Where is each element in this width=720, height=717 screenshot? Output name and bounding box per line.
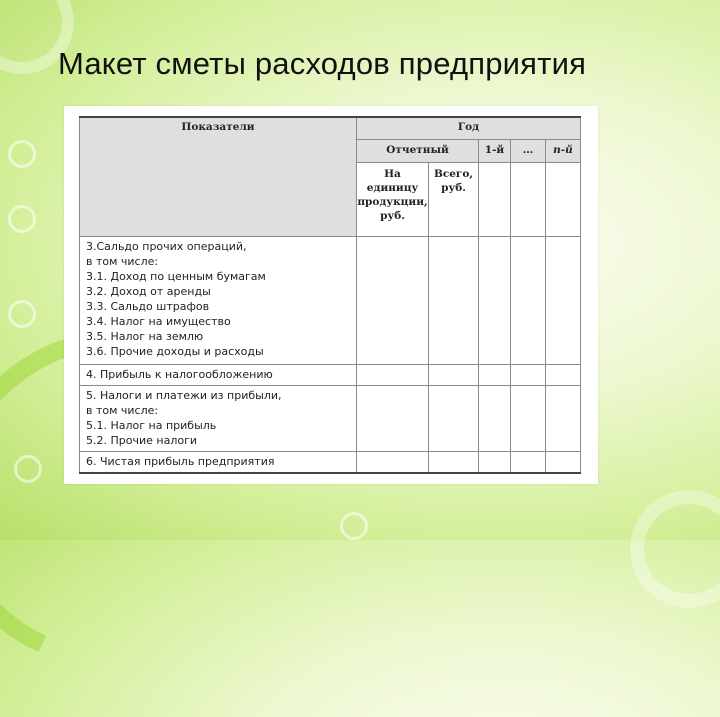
decorative-ring: [340, 512, 368, 540]
row-label-line: 3.4. Налог на имущество: [86, 314, 231, 328]
header-year: Год: [357, 117, 581, 140]
decorative-ring: [14, 455, 42, 483]
value-cell: [511, 452, 546, 473]
header-cell-empty: [511, 162, 546, 236]
value-cell: [546, 452, 581, 473]
row-label-line: 3.5. Налог на землю: [86, 329, 204, 343]
row-label-line: 5.1. Налог на прибыль: [86, 418, 217, 432]
table-row: [80, 452, 581, 473]
row-label-line: в том числе:: [86, 403, 159, 417]
decorative-ring: [8, 140, 36, 168]
value-cell: [479, 452, 511, 473]
row-label-line: 3.Сальдо прочих операций,: [86, 239, 247, 253]
value-cell: [357, 365, 429, 386]
row-label-line: 3.2. Доход от аренды: [86, 284, 211, 298]
table-image: [64, 106, 598, 484]
value-cell: [511, 385, 546, 452]
row-label: [80, 365, 357, 386]
value-cell: [479, 385, 511, 452]
row-label-line: 3.3. Сальдо штрафов: [86, 299, 210, 313]
row-label-line: 3.1. Доход по ценным бумагам: [86, 269, 266, 283]
decorative-ring: [8, 300, 36, 328]
header-cell-empty: [546, 162, 581, 236]
header-total: Всего, руб.: [429, 162, 479, 236]
value-cell: [546, 236, 581, 364]
value-cell: [479, 236, 511, 364]
row-label-line: 4. Прибыль к налогообложению: [86, 368, 273, 382]
table-row: [80, 365, 581, 386]
header-indicators: Показатели: [80, 117, 357, 236]
value-cell: [357, 452, 429, 473]
row-label: [80, 236, 357, 364]
decorative-ring: [8, 205, 36, 233]
decorative-ring: [630, 490, 720, 608]
header-cell-empty: [479, 162, 511, 236]
table-row: [80, 385, 581, 452]
value-cell: [511, 236, 546, 364]
row-label-line: 6. Чистая прибыль предприятия: [86, 455, 275, 469]
slide-title: Макет сметы расходов предприятия: [58, 46, 587, 81]
row-label-line: 5.2. Прочие налоги: [86, 433, 198, 447]
estimate-table: [79, 116, 581, 474]
value-cell: [357, 385, 429, 452]
value-cell: [546, 385, 581, 452]
value-cell: [511, 365, 546, 386]
header-first: 1-й: [479, 140, 511, 163]
value-cell: [429, 236, 479, 364]
header-per-unit: На единицу продукции, руб.: [357, 162, 429, 236]
value-cell: [546, 365, 581, 386]
value-cell: [429, 385, 479, 452]
table-row: [80, 236, 581, 364]
row-label: [80, 385, 357, 452]
header-nth: n-й: [546, 140, 581, 163]
row-label-line: 3.6. Прочие доходы и расходы: [86, 344, 264, 358]
value-cell: [429, 452, 479, 473]
row-label-line: в том числе:: [86, 254, 159, 268]
header-ellipsis: …: [511, 140, 546, 163]
header-reporting: Отчетный: [357, 140, 479, 163]
value-cell: [479, 365, 511, 386]
value-cell: [357, 236, 429, 364]
row-label-line: 5. Налоги и платежи из прибыли,: [86, 388, 282, 402]
value-cell: [429, 365, 479, 386]
row-label: [80, 452, 357, 473]
